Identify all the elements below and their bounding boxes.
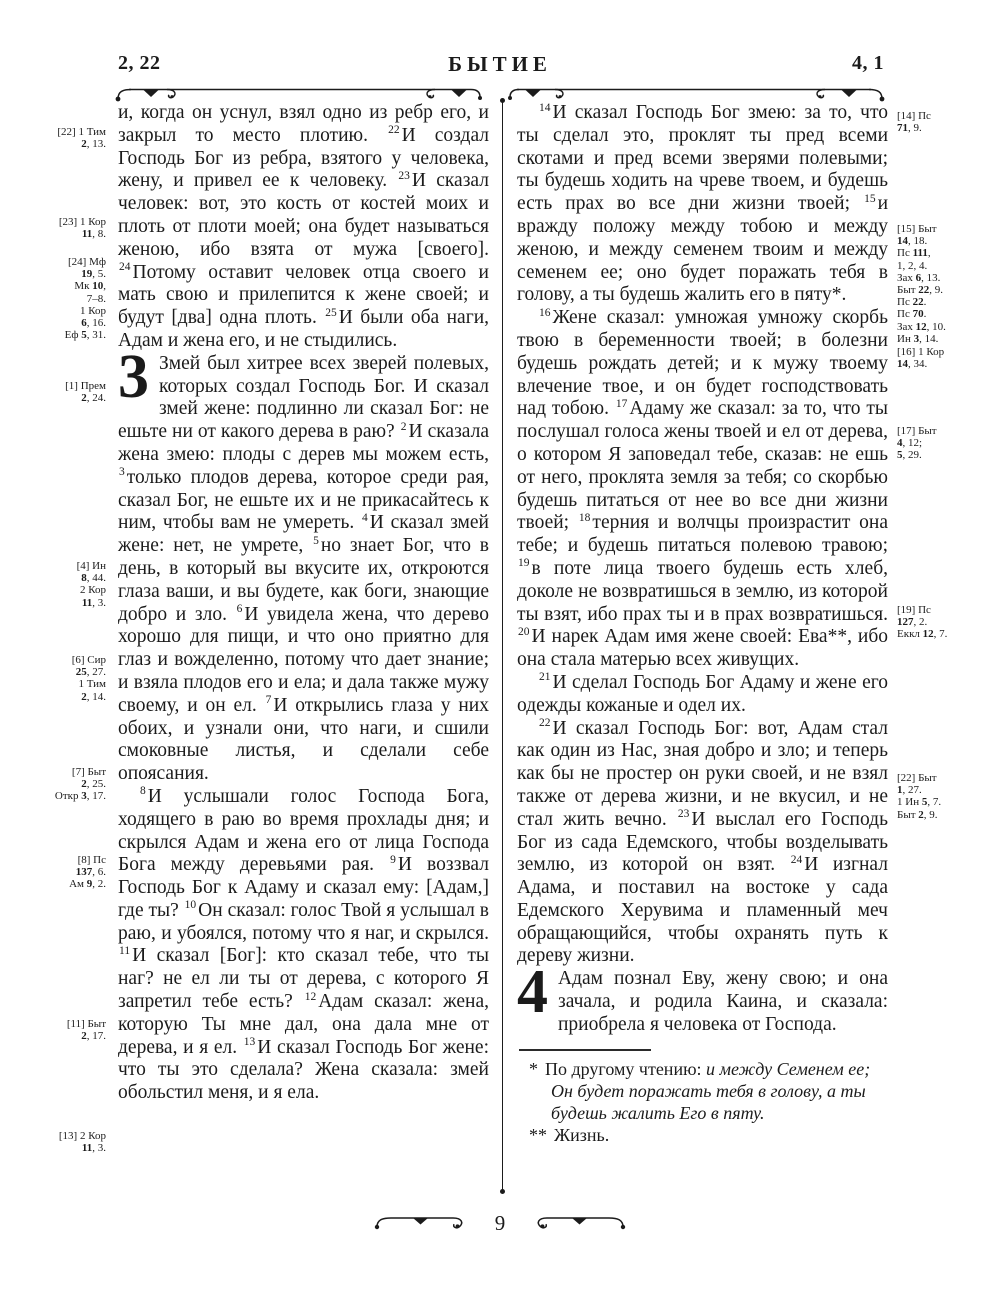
cross-reference-line: 71, 9. [897, 122, 922, 135]
cross-reference-line: Быт 22, 9. [897, 284, 944, 297]
cross-reference-line: 25, 27. [75, 666, 106, 679]
cross-reference-line: Быт 2, 9. [897, 808, 938, 821]
cross-reference-line: 1, 27. [897, 784, 922, 797]
verse-number: 19 [518, 557, 530, 570]
cross-reference-note [77, 560, 106, 609]
cross-reference-line: [24] Мф [68, 256, 106, 268]
cross-reference-note [897, 110, 931, 134]
verse-number: 9 [390, 853, 396, 866]
chapter-paragraph: 3 Змей был хитрее всех зверей полевых, которых создал Господь Бог. И сказал змей жене: подлинно ли сказал Бог: не ешьте ни от какого дерева в раю? $^2$ И сказала жена змею: плоды с дерев мы можем есть, $^3$ только плодов дерева, которое среди рая, сказал Бог, не ешьте их и не прикасайтесь к ним, чтобы вам не умереть. $^4$ И сказал змей жене: нет, не умрете, $^5$ но знает Бог, что в день, в который вы вкусите их, откроются глаза ваши, и вы будете, как боги, знающие добро и зло. $^6$ И увидела жена, что дерево хорошо для пищи, и что оно приятно для глаз и вожделенно, потому что дает знание; и взяла плодов его и ела; и дала также мужу своему, и он ел. $^7$ И открылись глаза у них обоих, и узнали они, что наги, и сшили смоковные листья, и сделали себе опоясания. [118, 342, 489, 785]
cross-reference-line: 1 Тим [78, 678, 106, 691]
verse-number: 3 [119, 466, 125, 479]
verse-number: 12 [304, 990, 317, 1003]
verse-number: 22 [539, 717, 551, 730]
cross-reference-line: 2, 25. [81, 778, 106, 791]
cross-reference-line: 4, 12; [897, 437, 923, 450]
cross-reference-line: 11, 8. [81, 228, 106, 241]
chapter-number-dropcap: 3 [118, 342, 149, 411]
cross-reference-line: 5, 29. [897, 449, 922, 462]
cross-reference-line: [15] Быт [897, 223, 937, 235]
footnote: ** Жизнь. [529, 1124, 610, 1145]
footnote-marker: ** [529, 1124, 547, 1145]
cross-reference-line: 19, 5. [81, 268, 106, 281]
verse-number: 21 [539, 671, 551, 684]
cross-reference-line: Пс 70. [897, 308, 927, 321]
page-footer [0, 1208, 1000, 1238]
verse-number: 13 [243, 1036, 256, 1049]
cross-reference-line: 137, 6. [75, 866, 106, 879]
verse-number: 24 [119, 261, 131, 274]
header-right-locator: 4, 1 [852, 52, 884, 74]
verse-number: 24 [790, 853, 803, 866]
cross-reference-note [897, 346, 944, 370]
verse-number: 25 [325, 306, 337, 319]
right-text-column [517, 102, 888, 1146]
cross-reference-note [897, 604, 947, 641]
cross-reference-line: [19] Пс [897, 604, 931, 616]
cross-reference-line: 11, 3. [81, 1142, 106, 1155]
verse-number: 16 [539, 306, 551, 319]
verse-number: 2 [400, 420, 407, 433]
verse-number: 23 [677, 808, 690, 821]
cross-reference-line: Мк 10, [74, 280, 106, 293]
verse-paragraph: и, когда он уснул, взял одно из ребр его, и закрыл то место плотию. $^{22}$ И создал Господь Бог из ребра, взятого у человека, жену, и привел ее к человеку. $^{23}$ И сказал человек: вот, это кость от костей моих и плоть от плоти моей; она будет называться женою, ибо взята от мужа [своего]. $^{24}$ Потому оставит человек отца своего и мать свою и прилепится к жене своей; и будут [два] одна плоть. $^{25}$ И были оба наги, Адам и жена его, и не стыдились. [118, 102, 490, 351]
cross-reference-note [67, 1018, 106, 1042]
verse-number: 15 [864, 192, 876, 205]
verse-number: 20 [518, 625, 530, 638]
cross-reference-line: Пс 111, [897, 247, 931, 260]
verse-number: 22 [388, 124, 400, 137]
cross-reference-line: Пс 22. [897, 296, 927, 309]
cross-reference-line: Ам 9, 2. [69, 878, 106, 891]
verse-paragraph: $^8$ И услышали голос Господа Бога, ходящего в раю во время прохлады дня; и скрылся Адам и жена его от лица Господа Бога между деревьями рая. $^9$ И воззвал Господь Бог к Адаму и сказал ему: [Адам,] где ты? $^{10}$ Он сказал: голос Твой я услышал в раю, и убоялся, потому что я наг, и скрылся. $^{11}$ И сказал [Бог]: кто сказал тебе, что ты наг? не ел ли ты от дерева, с которого Я запретил тебе есть? $^{12}$ Адам сказал: жена, которую Ты мне дал, она дала мне от дерева, и я ел. $^{13}$ И сказал Господь Бог жене: что ты это сделала? Жена сказала: змей обольстил меня, и я ела. [118, 785, 490, 1104]
cross-reference-line: Зах 6, 13. [897, 271, 941, 284]
cross-reference-note [59, 1130, 106, 1154]
cross-reference-line: Откр 3, 17. [54, 790, 106, 803]
cross-reference-line: [14] Пс [897, 110, 931, 122]
verse-number: 14 [539, 101, 551, 114]
cross-reference-line: 14, 34. [897, 358, 928, 371]
header-left-locator: 2, 22 [118, 52, 161, 74]
verse-number: 7 [265, 694, 272, 707]
cross-reference-line: [17] Быт [897, 425, 937, 437]
cross-reference-line: Ин 3, 14. [897, 332, 939, 345]
verse-number: 10 [184, 899, 197, 912]
verse-number: 6 [236, 603, 243, 616]
verse-paragraph: $^{14}$ И сказал Господь Бог змею: за то, что ты сделал это, проклят ты пред всеми скотами и пред всеми зверями полевыми; ты будешь ходить на чреве твоем, и будешь есть прах во все дни жизни твоей; $^{15}$ и вражду положу между тобою и между женою, и между семенем твоим и между семенем ее; оно будет поражать тебя в голову, а ты будешь жалить его в пяту*. [517, 101, 888, 306]
cross-reference-line: [13] 2 Кор [58, 1130, 106, 1142]
verse-number: 11 [119, 944, 131, 957]
cross-reference-line: [23] 1 Кор [58, 216, 106, 228]
cross-reference-line: Еф 5, 31. [64, 329, 106, 342]
cross-reference-note [897, 425, 937, 462]
verse-number: 23 [398, 169, 410, 182]
verse-number: 5 [313, 534, 319, 547]
cross-reference-line: 2 Кор [79, 584, 106, 597]
cross-reference-note [57, 126, 106, 150]
footnotes-section [517, 1049, 888, 1146]
chapter-number-dropcap: 4 [517, 958, 548, 1027]
verse-paragraph: $^{22}$ И сказал Господь Бог: вот, Адам стал как один из Нас, зная добро и зло; и теперь как бы не простер он руки своей, и не взял также от дерева жизни, и не вкусил, и не стал жить вечно. $^{23}$ И выслал его Господь Бог из сада Едемского, чтобы возделывать землю, из которой он взят. $^{24}$ И изгнал Адама, и поставил на востоке у сада Едемского Херувима и пламенный меч обращающийся, чтобы охранять путь к дереву жизни. [517, 717, 888, 967]
cross-reference-line: 127, 2. [897, 616, 928, 629]
footnote-list [517, 1058, 888, 1146]
running-head [0, 52, 1000, 80]
cross-reference-note [59, 216, 106, 240]
cross-reference-line: 11, 3. [81, 596, 106, 609]
verse-number: 8 [140, 785, 146, 798]
left-text-column [118, 102, 489, 1105]
page-number: 9 [494, 1210, 506, 1235]
cross-reference-line: [7] Быт [71, 766, 106, 778]
right-margin-references [897, 0, 992, 1312]
cross-reference-line: 1 Кор [79, 304, 106, 317]
cross-reference-line: [22] 1 Тим [57, 126, 106, 138]
cross-reference-note [69, 854, 106, 891]
left-margin-references [40, 0, 106, 1312]
cross-reference-line: [11] Быт [66, 1018, 106, 1030]
cross-reference-line: [4] Ин [76, 560, 106, 572]
cross-reference-line: [8] Пс [77, 854, 106, 866]
cross-reference-note [897, 223, 946, 345]
footnote: * По другому чтению: и между Семенем ее; Он будет поражать тебя в голову, а ты будешь жалить Его в пяту. [529, 1058, 871, 1123]
cross-reference-line: 8, 44. [81, 572, 106, 585]
cross-reference-line: Зах 12, 10. [897, 320, 946, 333]
cross-reference-line: 1, 2, 4. [897, 259, 928, 272]
cross-reference-line: 2, 14. [81, 690, 106, 703]
cross-reference-line: 2, 17. [81, 1030, 106, 1043]
cross-reference-line: [16] 1 Кор [897, 346, 945, 358]
footnote-separator [519, 1049, 651, 1051]
cross-reference-line: 2, 24. [81, 392, 106, 405]
cross-reference-line: [6] Сир [71, 654, 106, 666]
cross-reference-note [55, 766, 106, 803]
cross-reference-line: 6, 16. [81, 317, 106, 330]
footer-flourish-left-ornament [373, 1214, 469, 1232]
cross-reference-line: 14, 18. [897, 235, 928, 248]
cross-reference-line: 7–8. [86, 292, 106, 305]
column-divider [502, 100, 503, 1192]
cross-reference-note [897, 772, 941, 821]
footnote-marker: * [529, 1058, 538, 1079]
cross-reference-line: Еккл 12, 7. [897, 628, 948, 641]
chapter-paragraph: 4 Адам познал Еву, жену свою; и она зачала, и родила Каина, и сказала: приобрела я человека от Господа. [517, 958, 888, 1035]
verse-paragraph: $^{21}$ И сделал Господь Бог Адаму и жене его одежды кожаные и одел их. [517, 671, 888, 716]
cross-reference-line: [22] Быт [897, 772, 937, 784]
cross-reference-note [65, 380, 106, 404]
cross-reference-note [65, 256, 106, 341]
verse-paragraph: $^{16}$ Жене сказал: умножая умножу скорбь твою в беременности твоей; в болезни будешь рождать детей; и к мужу твоему влечение твое, и он будет господствовать над тобою. $^{17}$ Адаму же сказал: за то, что ты послушал голоса жены твоей и ел от дерева, о котором Я заповедал тебе, сказав: не ешь от него, проклята земля за тебя; со скорбью будешь питаться от нее во все дни жизни твоей; $^{18}$ терния и волчцы произрастит она тебе; и будешь питаться полевою травою; $^{19}$ в поте лица твоего будешь есть хлеб, доколе не возвратишься в землю, из которой ты взят, ибо прах ты и в прах возвратишься. $^{20}$ И нарек Адам имя жене своей: Ева**, ибо она стала матерью всех живущих. [517, 306, 888, 671]
verse-number: 4 [362, 511, 368, 524]
verse-number: 17 [615, 397, 628, 410]
cross-reference-note [72, 654, 106, 703]
cross-reference-line: 2, 13. [81, 138, 106, 151]
cross-reference-line: [1] Прем [65, 380, 106, 392]
footer-flourish-right-ornament [531, 1214, 627, 1232]
page-title: БЫТИЕ [448, 52, 552, 76]
verse-number: 18 [578, 511, 591, 524]
cross-reference-line: 1 Ин 5, 7. [897, 796, 942, 809]
